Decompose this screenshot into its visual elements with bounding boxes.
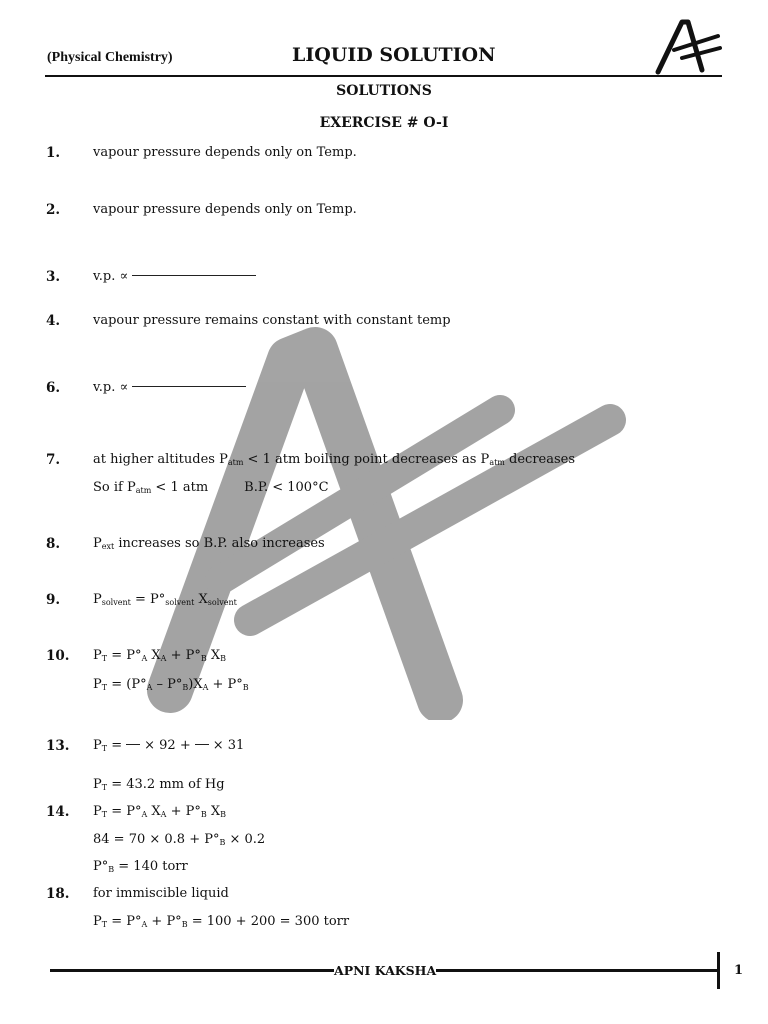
apni-kaksha-logo-icon	[652, 18, 722, 76]
page-title: LIQUID SOLUTION	[292, 44, 496, 66]
answer-text: $P_T = (P^\circ_A - P^\circ_B)X_A + P^\circ_B$	[93, 677, 249, 692]
question-number: 13.	[46, 738, 70, 754]
question-number: 6.	[46, 380, 61, 396]
answer-text: $P^\circ_B = 140$ torr	[93, 859, 188, 874]
footer-brand: APNI KAKSHA	[334, 963, 437, 978]
question-number: 4.	[46, 313, 61, 329]
subject-label: (Physical Chemistry)	[47, 50, 173, 65]
answer-text: $P_T = 43.2$ mm of Hg	[93, 777, 225, 792]
question-number: 14.	[46, 804, 70, 820]
answer-text: v.p. ∝	[93, 269, 256, 284]
question-number: 3.	[46, 269, 61, 285]
question-number: 9.	[46, 592, 61, 608]
exercise-title: EXERCISE # O-I	[319, 115, 449, 131]
answer-text: $P_T = P^\circ_A$ $X_A + P^\circ_B$ $X_B$	[93, 804, 227, 819]
answer-text: $P_{solvent} = P^\circ_{solvent}$ $X_{solvent}$	[93, 592, 237, 607]
fraction-bar	[195, 744, 209, 745]
question-number: 2.	[46, 202, 61, 218]
question-number: 18.	[46, 886, 70, 902]
answer-text: at higher altitudes $P_{atm} < 1$ atm boiling point decreases as $P_{atm}$ decreases	[93, 452, 576, 467]
answer-text: vapour pressure remains constant with constant temp	[93, 313, 451, 328]
question-number: 8.	[46, 536, 61, 552]
footer-rule-left	[50, 969, 334, 972]
answer-text: $P_T = P^\circ_A$ $X_A + P^\circ_B$ $X_B$	[93, 648, 227, 663]
answer-text: $P_T = P^\circ_A + P^\circ_B = 100 + 200 = 300$ torr	[93, 914, 350, 929]
question-number: 10.	[46, 648, 70, 664]
answer-text: vapour pressure depends only on Temp.	[93, 202, 357, 217]
answer-text: v.p. ∝	[93, 380, 246, 395]
footer-rule-right	[436, 969, 718, 972]
answer-text: vapour pressure depends only on Temp.	[93, 145, 357, 160]
answer-text: for immiscible liquid	[93, 886, 229, 901]
answer-text: $P_T$ = × 92 + × 31	[93, 738, 245, 753]
fraction-bar	[126, 744, 140, 745]
answer-text: $84 = 70 \times 0.8 + P^\circ_B \times 0.2$	[93, 832, 266, 847]
page-number: 1	[734, 963, 744, 978]
answer-text: So if $P_{atm} < 1$ atm B.P. < 100°C	[93, 480, 329, 495]
footer-tick	[717, 952, 720, 989]
question-number: 7.	[46, 452, 61, 468]
answer-blank	[132, 386, 246, 387]
answer-text: $P_{ext}$ increases so B.P. also increases	[93, 536, 325, 551]
section-title: SOLUTIONS	[336, 83, 432, 99]
header-rule	[45, 75, 722, 77]
answer-blank	[132, 275, 256, 276]
question-number: 1.	[46, 145, 61, 161]
